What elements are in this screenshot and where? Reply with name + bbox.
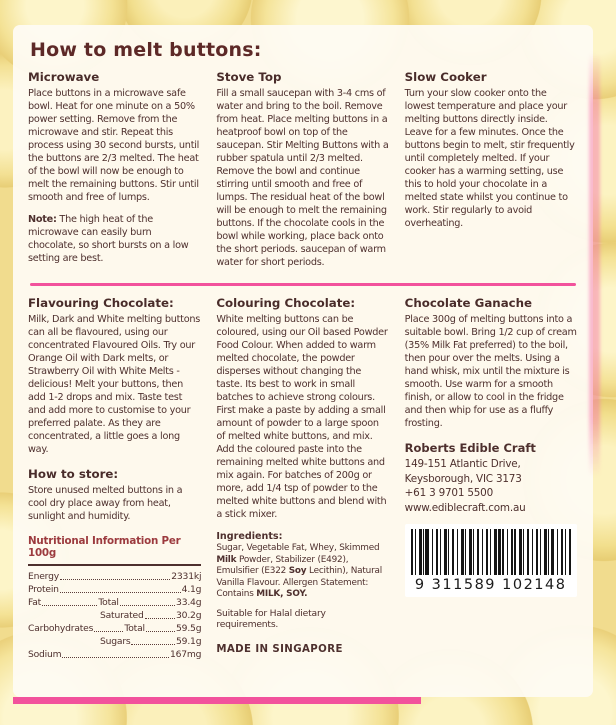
- nutrient-value: 59.1g: [176, 636, 202, 648]
- nutrient-value: 33.4g: [176, 597, 202, 609]
- column-ganache-contact-barcode: [405, 296, 578, 661]
- nutrition-row-sugars: [28, 635, 201, 648]
- pink-divider-line: [30, 283, 576, 286]
- nutrient-label: Protein: [28, 584, 59, 596]
- leader-dots: [62, 657, 169, 658]
- nutrition-row-fat: [28, 596, 201, 609]
- section-microwave: [28, 70, 201, 276]
- halal-statement: Suitable for Halal dietary requirements.: [216, 607, 326, 630]
- nutrition-row-sodium: [28, 648, 201, 661]
- nutrient-sublabel: Saturated: [100, 610, 144, 622]
- leader-dots: [42, 605, 97, 606]
- colouring-body: White melting buttons can be coloured, using our Oil based Powder Food Colour. When added to warm melted chocolate, the powder disperses without changing the taste. Its best to work in small batches to achieve strong colours. First make a paste by adding a small amount of powder to a large spoon of melted white buttons, and mix. Add the coloured paste into the remaining melted white buttons and mix again. For batches of 200g or more, add 1/4 tsp of powder to the melted white buttons and blend with a stick mixer.: [216, 314, 388, 520]
- colouring-heading: Colouring Chocolate:: [216, 296, 356, 310]
- slow-cooker-heading: Slow Cooker: [404, 70, 487, 84]
- how-to-store-body: Store unused melted buttons in a cool dry place away from heat, sunlight and humidity.: [28, 485, 183, 522]
- stove-top-heading: Stove Top: [216, 70, 282, 84]
- address-line-1: 149-151 Atlantic Drive,: [404, 458, 521, 470]
- leader-dots: [60, 592, 181, 593]
- nutrient-label: Energy: [28, 571, 59, 582]
- nutrition-row-energy: [28, 570, 201, 583]
- nutrition-panel: [28, 535, 201, 661]
- slow-cooker-body: Turn your slow cooker onto the lowest temperature and place your melting buttons directly inside. Leave for a few minutes. Once the buttons begin to melt, stir frequently until completely melted. If your cooker has a warming setting, use this to hold your chocolate in a melted state whilst you continue to work. Stir regularly to avoid overheating.: [404, 88, 575, 229]
- nutrient-value: 30.2g: [176, 610, 202, 622]
- tips-row: [28, 296, 578, 661]
- section-colouring: [216, 296, 389, 521]
- section-ganache: [405, 296, 578, 430]
- made-in-statement: MADE IN SINGAPORE: [216, 643, 343, 655]
- ganache-heading: Chocolate Ganache: [404, 296, 533, 310]
- manufacturer-contact: [405, 441, 578, 515]
- barcode: [405, 524, 577, 597]
- nutrient-value: 59.5g: [176, 623, 202, 635]
- ingredients-panel: [216, 531, 389, 655]
- how-to-store-heading: How to store:: [28, 467, 119, 481]
- leader-dots: [131, 644, 175, 645]
- ingredients-heading: Ingredients:: [216, 531, 283, 542]
- flavouring-heading: Flavouring Chocolate:: [28, 296, 174, 310]
- microwave-note: [28, 213, 201, 265]
- nutrient-label: Carbohydrates: [28, 623, 94, 635]
- ganache-body: Place 300g of melting buttons into a suitable bowl. Bring 1/2 cup of cream (35% Milk Fat preferred) to the boil, then pour over the melts. Using a hand whisk, mix until the mixture is smooth. Use warm for a smooth finish, or allow to cool in the fridge and then whip for use as a fluffy frosting.: [404, 314, 577, 429]
- phone-number: +61 3 9701 5500: [404, 487, 493, 500]
- nutrient-label: Fat: [28, 597, 42, 609]
- nutrient-value: 4.1g: [181, 584, 202, 596]
- section-stove-top: [216, 70, 389, 276]
- nutrient-value: 2331kj: [171, 571, 202, 582]
- nutrition-row-protein: [28, 583, 201, 596]
- nutrition-row-saturated: [28, 609, 201, 622]
- leader-dots: [60, 579, 170, 580]
- flavouring-body: Milk, Dark and White melting buttons can all be flavoured, using our concentrated Flavoured Oils. Try our Orange Oil with Dark melts, or Strawberry Oil with White Melts - delicious! Melt your buttons, then add 1-2 drops and mix. Taste test and add more to customise to your preferred palate. As they are concentrated, a little goes a long way.: [28, 314, 201, 455]
- nutrition-rule: [28, 564, 201, 566]
- section-slow-cooker: [405, 70, 578, 276]
- leader-dots: [120, 605, 175, 606]
- microwave-heading: Microwave: [28, 70, 100, 84]
- barcode-number: 9 311589 102148: [414, 577, 567, 594]
- nutrition-row-carbohydrates: [28, 622, 201, 635]
- leader-dots: [146, 631, 175, 632]
- pink-bottom-band: [13, 697, 421, 704]
- leader-dots: [145, 618, 175, 619]
- section-flavouring: [28, 296, 201, 456]
- nutrient-label: Sodium: [28, 649, 62, 661]
- note-text: The high heat of the microwave can easily burn chocolate, so short bursts on a low setting are best.: [28, 214, 189, 264]
- stove-top-body: Fill a small saucepan with 3-4 cms of water and bring to the boil. Remove from heat. Place melting buttons in a heatproof bowl on top of the saucepan. Stir Melting Buttons with a rubber spatula until 2/3 melted. Remove the bowl and continue stirring until smooth and free of lumps. The residual heat of the bowl will be enough to melt the remaining buttons. If the chocolate cools in the bowl while working, place back onto the short periods. saucepan of warm water for short periods.: [216, 88, 389, 268]
- nutrient-value: 167mg: [170, 649, 202, 661]
- barcode-bars: [411, 529, 571, 575]
- column-colouring-ingredients: [216, 296, 389, 661]
- nutrient-sublabel: Total: [98, 597, 119, 609]
- note-label: Note:: [28, 214, 57, 225]
- nutrition-heading: Nutritional Information Per 100g: [28, 535, 181, 559]
- microwave-body: Place buttons in a microwave safe bowl. Heat for one minute on a 50% power setting. Remove from the microwave and stir. Repeat this process using 30 second bursts, until the buttons are 2/3 melted. The heat of the bowl will now be enough to melt the remaining buttons. Stir until smooth and free of lumps.: [28, 88, 200, 203]
- column-flavouring-storage-nutrition: [28, 296, 201, 661]
- page-title: How to melt buttons:: [30, 39, 262, 61]
- section-how-to-store: [28, 467, 201, 523]
- website-url: www.ediblecraft.com.au: [404, 501, 526, 514]
- nutrient-sublabel: Sugars: [100, 636, 131, 648]
- instruction-label-panel: [13, 25, 593, 697]
- melt-methods-row: [28, 70, 578, 276]
- pink-edge-streak: [589, 52, 600, 477]
- address-line-2: Keysborough, VIC 3173: [404, 472, 522, 485]
- manufacturer-name: Roberts Edible Craft: [404, 441, 536, 455]
- leader-dots: [94, 631, 123, 632]
- nutrient-sublabel: Total: [124, 623, 145, 635]
- ingredients-body: Sugar, Vegetable Fat, Whey, Skimmed Milk Powder, Stabilizer (E492), Emulsifier (E322 Soy Lecithin), Natural Vanilla Flavour. Allergen Statement: Contains MILK, SOY.: [216, 543, 383, 600]
